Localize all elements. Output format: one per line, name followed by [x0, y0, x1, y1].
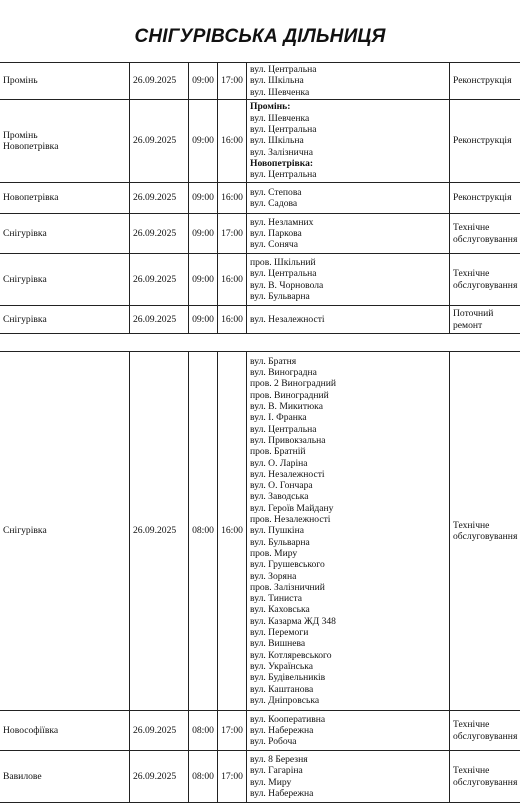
street-item: вул. Шевченка [250, 112, 310, 124]
location-text [3, 725, 58, 736]
location-text [3, 228, 47, 239]
street-item: вул. Каштанова [250, 683, 314, 695]
location-line: Снігурівка [3, 313, 47, 325]
location-text [3, 314, 47, 325]
work-type-cell [449, 711, 520, 750]
time-to-cell: 16:00 [217, 352, 246, 710]
street-item: вул. Привокзальна [250, 434, 326, 446]
location-line: Вавилове [3, 770, 42, 782]
streets-list [250, 64, 317, 98]
date-cell: 26.09.2025 [129, 214, 188, 253]
location-cell [0, 352, 129, 710]
date-cell: 26.09.2025 [129, 352, 188, 710]
street-item: вул. Незалежності [250, 313, 325, 325]
location-text [3, 274, 47, 285]
street-item: вул. Братня [250, 355, 297, 367]
work-type-text [453, 520, 517, 543]
date-cell: 26.09.2025 [129, 254, 188, 305]
work-type-cell [449, 100, 520, 182]
work-type-text [453, 308, 493, 331]
time-from-cell: 09:00 [188, 63, 217, 99]
location-cell [0, 183, 129, 213]
time-from-cell: 09:00 [188, 183, 217, 213]
table-row [0, 99, 520, 183]
street-item: вул. Каховська [250, 604, 310, 616]
street-item: вул. Виноградна [250, 367, 317, 379]
time-from-cell: 09:00 [188, 254, 217, 305]
street-item: вул. Пушкіна [250, 525, 304, 537]
street-item: вул. Шкільна [250, 75, 304, 87]
date-cell: 26.09.2025 [129, 751, 188, 802]
street-item: пров. Залізничний [250, 581, 325, 593]
street-item: пров. Виноградний [250, 389, 329, 401]
time-from-cell: 09:00 [188, 306, 217, 333]
street-item: пров. Миру [250, 547, 298, 559]
streets-cell [246, 183, 449, 213]
street-item: вул. Робоча [250, 736, 297, 748]
streets-list [250, 754, 313, 799]
location-cell [0, 214, 129, 253]
street-item: вул. В. Чорновола [250, 279, 324, 291]
street-item: вул. Героїв Майдану [250, 502, 334, 514]
table-row [0, 253, 520, 306]
location-text [3, 75, 38, 86]
street-item: вул. І. Франка [250, 412, 307, 424]
street-item: вул. О. Гончара [250, 480, 313, 492]
work-type-cell [449, 214, 520, 253]
location-cell [0, 711, 129, 750]
street-item: вул. Степова [250, 186, 302, 198]
streets-cell [246, 306, 449, 333]
street-item: вул. Садова [250, 198, 298, 209]
location-text [3, 771, 42, 782]
street-item: вул. Центральна [250, 268, 317, 280]
streets-list [250, 314, 325, 325]
work-type-line: ремонт [453, 319, 483, 331]
table-row [0, 62, 520, 100]
work-type-text [453, 192, 511, 203]
street-item: вул. В. Микитюка [250, 401, 323, 413]
street-item: вул. Зоряна [250, 570, 297, 582]
time-from-cell: 08:00 [188, 352, 217, 710]
street-item: вул. Залізнична [250, 146, 314, 158]
location-line: Промінь [3, 75, 38, 87]
location-text [3, 192, 58, 203]
time-from-cell: 08:00 [188, 711, 217, 750]
table-row [0, 710, 520, 751]
location-cell [0, 63, 129, 99]
street-item: вул. Миру [250, 776, 292, 788]
date-cell: 26.09.2025 [129, 711, 188, 750]
street-item: вул. Шкільна [250, 135, 304, 147]
street-item: вул. Центральна [250, 169, 317, 181]
work-type-line: обслуговування [453, 730, 518, 742]
street-item: пров. Шкільний [250, 256, 316, 268]
street-item: вул. Грушевського [250, 559, 325, 571]
street-item: вул. Вишнева [250, 638, 306, 650]
location-line: Новопетрівка [3, 192, 59, 204]
work-type-cell [449, 352, 520, 710]
time-to-cell: 17:00 [217, 63, 246, 99]
work-type-line: Технічне [453, 268, 490, 280]
location-text [3, 525, 47, 536]
street-item: вул. Набережна [250, 724, 314, 736]
time-to-cell: 16:00 [217, 254, 246, 305]
time-to-cell: 16:00 [217, 183, 246, 213]
work-type-line: Реконструкція [453, 135, 512, 147]
work-type-line: Реконструкція [453, 192, 512, 204]
streets-cell [246, 352, 449, 710]
streets-cell [246, 711, 449, 750]
street-item: пров. 2 Виноградний [250, 378, 336, 390]
date-cell: 26.09.2025 [129, 306, 188, 333]
streets-list [250, 101, 317, 180]
table-row [0, 213, 520, 254]
street-item: вул. Перемоги [250, 627, 309, 639]
location-line: Новософіївка [3, 724, 59, 736]
streets-cell [246, 254, 449, 305]
table-row [0, 182, 520, 214]
work-type-cell [449, 751, 520, 802]
location-cell [0, 751, 129, 802]
time-from-cell: 09:00 [188, 214, 217, 253]
work-type-line: Технічне [453, 765, 490, 777]
time-to-cell: 17:00 [217, 214, 246, 253]
street-item: вул. Незламних [250, 216, 314, 228]
location-cell [0, 306, 129, 333]
street-item: вул. Бульварна [250, 536, 310, 548]
work-type-line: Поточний [453, 308, 494, 320]
settlement-heading: Новопетрівка: [250, 157, 314, 169]
street-item: вул. Казарма ЖД 348 [250, 615, 336, 627]
location-line: Снігурівка [3, 525, 47, 537]
streets-cell [246, 100, 449, 182]
work-type-text [453, 719, 517, 742]
streets-list [250, 217, 313, 251]
street-item: вул. Тиниста [250, 593, 303, 605]
table-row [0, 305, 520, 334]
date-cell: 26.09.2025 [129, 183, 188, 213]
street-item: пров. Незалежності [250, 514, 331, 526]
work-type-text [453, 135, 511, 146]
street-item: вул. Незалежності [250, 468, 325, 480]
street-item: вул. Бульварна [250, 290, 310, 302]
work-type-text [453, 222, 517, 245]
street-item: вул. Соняча [250, 239, 298, 251]
street-item: вул. Паркова [250, 227, 302, 239]
street-item: вул. О. Ларіна [250, 457, 308, 469]
location-line: Новопетрівка [3, 141, 59, 152]
work-type-cell [449, 63, 520, 99]
location-line: Снігурівка [3, 273, 47, 285]
streets-cell [246, 63, 449, 99]
time-from-cell: 08:00 [188, 751, 217, 802]
time-to-cell: 16:00 [217, 306, 246, 333]
street-item: вул. Заводська [250, 491, 309, 503]
street-item: вул. Котляревського [250, 649, 332, 661]
location-line: Промінь [3, 129, 38, 141]
streets-cell [246, 751, 449, 802]
work-type-line: Реконструкція [453, 75, 512, 87]
work-type-text [453, 75, 511, 86]
work-type-cell [449, 306, 520, 333]
time-to-cell: 17:00 [217, 711, 246, 750]
street-item: вул. Центральна [250, 124, 317, 136]
date-cell: 26.09.2025 [129, 100, 188, 182]
location-text [3, 130, 58, 153]
work-type-text [453, 765, 517, 788]
work-type-line: Технічне [453, 222, 490, 234]
street-item: вул. Набережна [250, 787, 314, 799]
location-cell [0, 100, 129, 182]
street-item: вул. Гагаріна [250, 765, 303, 777]
street-item: вул. 8 Березня [250, 753, 308, 765]
street-item: вул. Центральна [250, 423, 317, 435]
streets-cell [246, 214, 449, 253]
street-item: вул. Будівельників [250, 672, 326, 684]
date-cell: 26.09.2025 [129, 63, 188, 99]
street-item: вул. Кооперативна [250, 713, 326, 725]
time-from-cell: 09:00 [188, 100, 217, 182]
work-type-line: Технічне [453, 519, 490, 531]
streets-list [250, 257, 323, 302]
work-type-line: обслуговування [453, 776, 518, 788]
time-to-cell: 17:00 [217, 751, 246, 802]
street-item: вул. Українська [250, 660, 314, 672]
work-type-line: обслуговування [453, 279, 518, 291]
work-type-cell [449, 183, 520, 213]
time-to-cell: 16:00 [217, 100, 246, 182]
work-type-line: обслуговування [453, 233, 518, 245]
work-type-text [453, 268, 517, 291]
work-type-line: обслуговування [453, 531, 518, 542]
work-type-cell [449, 254, 520, 305]
settlement-heading: Промінь: [250, 101, 291, 113]
page-title: СНІГУРІВСЬКА ДІЛЬНИЦЯ [134, 26, 386, 47]
streets-list [250, 187, 301, 210]
street-item: пров. Братній [250, 446, 306, 458]
street-item: вул. Шевченка [250, 86, 310, 98]
table-row [0, 750, 520, 803]
streets-list [250, 356, 336, 706]
location-line: Снігурівка [3, 227, 47, 239]
street-item: вул. Центральна [250, 64, 317, 76]
table-row [0, 351, 520, 711]
street-item: вул. Дніпровська [250, 694, 320, 706]
location-cell [0, 254, 129, 305]
streets-list [250, 714, 325, 748]
work-type-line: Технічне [453, 719, 490, 731]
